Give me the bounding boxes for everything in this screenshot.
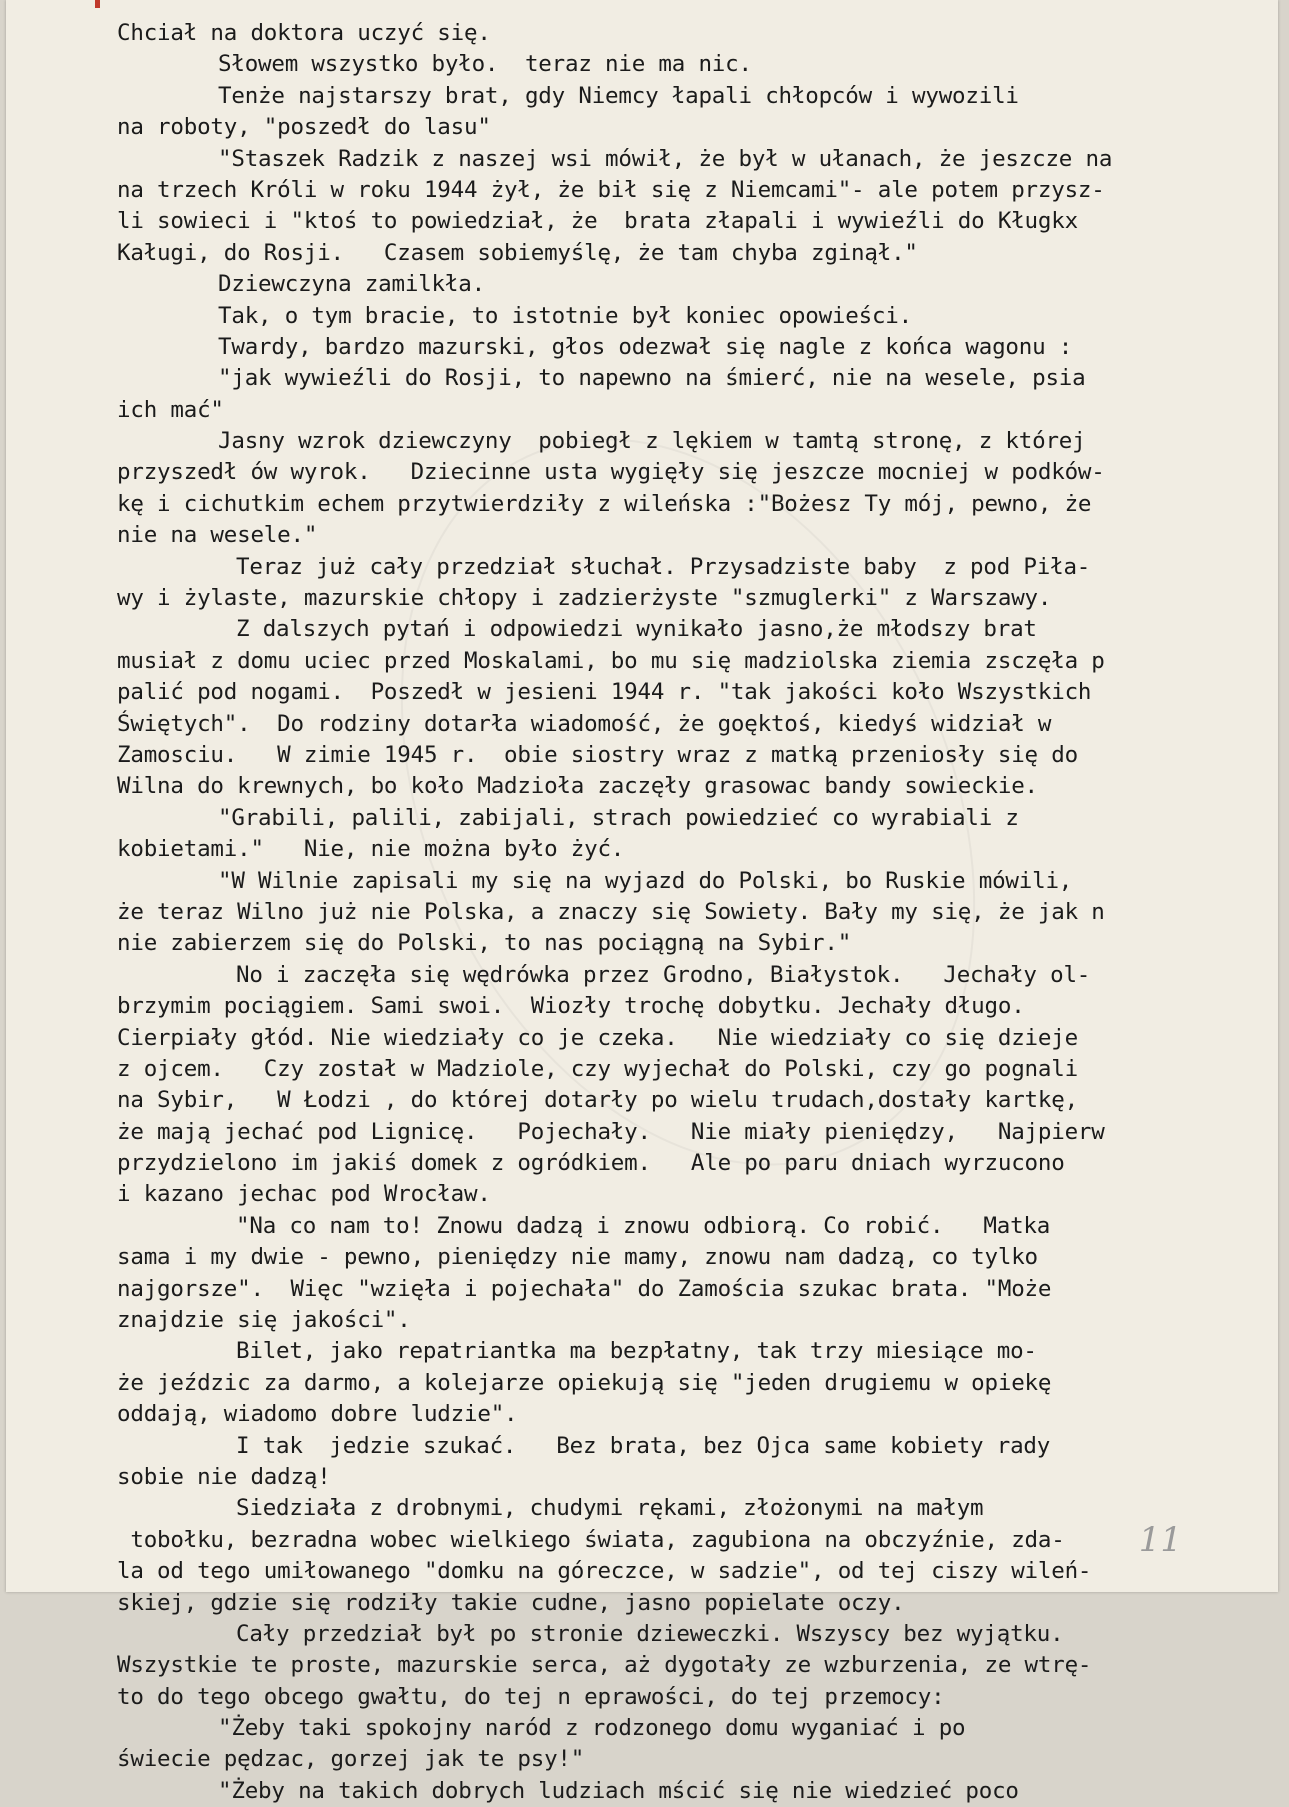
text-line: Tenże najstarszy brat, gdy Niemcy łapali chłopców i wywozili: [218, 82, 1019, 109]
text-line: "Żeby taki spokojny naród z rodzonego domu wyganiać i po: [218, 1715, 966, 1742]
text-line: Słowem wszystko było. teraz nie ma nic.: [218, 51, 752, 78]
text-line: Świętych". Do rodziny dotarła wiadomość, że goęktoś, kiedyś widział w: [117, 710, 1052, 737]
text-line: wy i żylaste, mazurskie chłopy i zadzierżyste "szmuglerki" z Warszawy.: [117, 585, 1052, 612]
text-line: Kaługi, do Rosji. Czasem sobiemyślę, że tam chyba zginął.": [117, 239, 918, 266]
text-line: Wszystkie te proste, mazurskie serca, aż dygotały ze wzburzenia, ze wtrę-: [117, 1652, 1092, 1679]
text-line: I tak jedzie szukać. Bez brata, bez Ojca same kobiety rady: [236, 1432, 1051, 1459]
text-line: palić pod nogami. Poszedł w jesieni 1944 r. "tak jakości koło Wszystkich: [117, 679, 1092, 706]
text-line: Twardy, bardzo mazurski, głos odezwał się nagle z końca wagonu :: [218, 333, 1073, 360]
red-ink-mark: [95, 0, 100, 8]
text-line: przyszedł ów wyrok. Dziecinne usta wygięły się jeszcze mocniej w podków-: [117, 459, 1105, 486]
text-line: i kazano jechac pod Wrocław.: [117, 1181, 491, 1208]
text-line: "W Wilnie zapisali my się na wyjazd do Polski, bo Ruskie mówili,: [218, 867, 1073, 894]
text-line: Cały przedział był po stronie dzieweczki. Wszyscy bez wyjątku.: [236, 1620, 1064, 1647]
text-line: skiej, gdzie się rodziły takie cudne, jasno popielate oczy.: [117, 1589, 905, 1616]
text-line: Bilet, jako repatriantka ma bezpłatny, tak trzy miesiące mo-: [236, 1338, 1037, 1365]
text-line: nie na wesele.": [117, 522, 318, 549]
text-line: "Żeby na takich dobrych ludziach mścić się nie wiedzieć poco: [218, 1777, 1019, 1804]
text-line: z ojcem. Czy został w Madziole, czy wyjechał do Polski, czy go pognali: [117, 1055, 1078, 1082]
text-line: li sowieci i "ktoś to powiedział, że brata złapali i wywieźli do Kługkx: [117, 208, 1078, 235]
text-line: Tak, o tym bracie, to istotnie był koniec opowieści.: [218, 302, 912, 329]
text-line: brzymim pociągiem. Sami swoi. Wiozły trochę dobytku. Jechały długo.: [117, 993, 1025, 1020]
text-line: przydzielono im jakiś domek z ogródkiem. Ale po paru dniach wyrzucono: [117, 1150, 1065, 1177]
text-line: sama i my dwie - pewno, pieniędzy nie mamy, znowu nam dadzą, co tylko: [117, 1244, 1038, 1271]
typewritten-page: [6, 0, 1278, 1804]
text-line: "jak wywieźli do Rosji, to napewno na śmierć, nie na wesele, psia: [218, 365, 1086, 392]
text-line: Wilna do krewnych, bo koło Madzioła zaczęły grasowac bandy sowieckie.: [117, 773, 1038, 800]
text-line: Chciał na doktora uczyć się.: [117, 20, 491, 46]
text-line: że teraz Wilno już nie Polska, a znaczy się Sowiety. Bały my się, że jak n: [117, 898, 1105, 925]
text-line: "Na co nam to! Znowu dadzą i znowu odbiorą. Co robić. Matka: [236, 1212, 1051, 1239]
text-line: Dziewczyna zamilkła.: [218, 271, 485, 298]
text-line: Z dalszych pytań i odpowiedzi wynikało jasno,że młodszy brat: [236, 616, 1037, 643]
text-line: oddają, wiadomo dobre ludzie".: [117, 1401, 518, 1428]
text-line: świecie pędzac, gorzej jak te psy!": [117, 1746, 585, 1773]
text-line: to do tego obcego gwałtu, do tej n eprawości, do tej przemocy:: [117, 1683, 945, 1710]
text-line: znajdzie się jakości".: [117, 1307, 411, 1334]
page-number: 11: [1138, 1520, 1182, 1560]
text-line: Zamosciu. W zimie 1945 r. obie siostry wraz z matką przeniosły się do: [117, 741, 1078, 768]
text-line: kę i cichutkim echem przytwierdziły z wileńska :"Bożesz Ty mój, pewno, że: [117, 490, 1092, 517]
text-line: Jasny wzrok dziewczyny pobiegł z lękiem w tamtą stronę, z której: [218, 428, 1086, 455]
text-line: na trzech Króli w roku 1944 żył, że bił się z Niemcami"- ale potem przysz-: [117, 176, 1105, 203]
typed-text-body: [6, 18, 1278, 1807]
text-line: Cierpiały głód. Nie wiedziały co je czeka. Nie wiedziały co się dzieje: [117, 1024, 1078, 1051]
text-line: na roboty, "poszedł do lasu": [117, 114, 491, 141]
text-line: "Staszek Radzik z naszej wsi mówił, że był w ułanach, że jeszcze na: [218, 145, 1113, 172]
text-line: sobie nie dadzą!: [117, 1463, 331, 1490]
text-line: najgorsze". Więc "wzięła i pojechała" do Zamościa szukac brata. "Może: [117, 1275, 1052, 1302]
text-line: ich mać": [117, 396, 224, 423]
text-line: "Grabili, palili, zabijali, strach powiedzieć co wyrabiali z: [218, 804, 1019, 831]
text-line: na Sybir, W Łodzi , do której dotarły po wielu trudach,dostały kartkę,: [117, 1087, 1078, 1114]
text-line: że jeździc za darmo, a kolejarze opiekują się "jeden drugiemu w opiekę: [117, 1369, 1052, 1396]
text-line: musiał z domu uciec przed Moskalami, bo mu się madziolska ziemia zsczęła p: [117, 647, 1105, 674]
text-line: la od tego umiłowanego "domku na góreczce, w sadzie", od tej ciszy wileń-: [117, 1558, 1092, 1585]
text-line: że mają jechać pod Lignicę. Pojechały. Nie miały pieniędzy, Najpierw: [117, 1118, 1105, 1145]
text-line: tobołku, bezradna wobec wielkiego świata, zagubiona na obczyźnie, zda-: [117, 1526, 1065, 1553]
text-line: Siedziała z drobnymi, chudymi rękami, złożonymi na małym: [236, 1495, 984, 1522]
text-line: No i zaczęła się wędrówka przez Grodno, Białystok. Jechały ol-: [236, 961, 1091, 988]
text-line: Teraz już cały przedział słuchał. Przysadziste baby z pod Piła-: [236, 553, 1091, 580]
text-line: nie zabierzem się do Polski, to nas pociągną na Sybir.": [117, 930, 852, 957]
text-line: kobietami." Nie, nie można było żyć.: [117, 836, 625, 863]
